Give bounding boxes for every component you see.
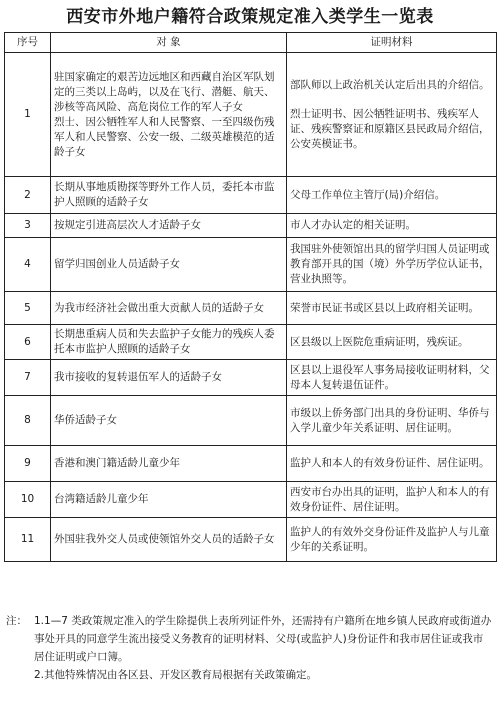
materials-text: 部队师以上政治机关认定后出具的介绍信。	[290, 78, 490, 91]
row-target	[51, 396, 287, 446]
materials-text: 我国驻外使领馆出具的留学归国人员证明或教育部开具的国（境）外学历学位认证书，营业执照等。	[290, 243, 490, 285]
target-text: 留学归国创业人员适龄子女	[54, 258, 180, 270]
row-number: 4	[5, 238, 51, 292]
row-target	[51, 238, 287, 292]
materials-text: 市人才办认定的相关证明。	[290, 219, 416, 231]
note-item-2: 2.其他特殊情况由各区县、开发区教育局根据有关政策确定。	[34, 669, 318, 681]
document-title: 西安市外地户籍符合政策规定准入类学生一览表	[66, 7, 434, 27]
materials-text: 区县以上退役军人事务局接收证明材料，父母本人复转退伍证件。	[290, 363, 490, 391]
row-materials	[287, 446, 497, 482]
row-materials	[287, 396, 497, 446]
target-text: 按规定引进高层次人才适龄子女	[54, 219, 201, 231]
row-number: 5	[5, 292, 51, 325]
row-materials	[287, 238, 497, 292]
row-target	[51, 518, 287, 562]
table-row	[5, 360, 497, 396]
note-item-1: 1.1—7 类政策规定准入的学生除提供上表所列证件外，还需持有户籍所在地乡镇人民政府或街道办事处开具的同意学生流出接受义务教育的证明材料、父母(或监护人)身份证件和我市居住证或我市居住证明或户口簿。	[34, 615, 492, 663]
row-number: 8	[5, 396, 51, 446]
row-number: 11	[5, 518, 51, 562]
table-row	[5, 482, 497, 518]
row-materials	[287, 292, 497, 325]
target-text: 香港和澳门籍适龄儿童少年	[54, 457, 180, 469]
header-target: 对 象	[51, 33, 287, 53]
row-number: 6	[5, 325, 51, 360]
table-row	[5, 446, 497, 482]
row-target	[51, 446, 287, 482]
row-materials	[287, 53, 497, 177]
row-number: 9	[5, 446, 51, 482]
materials-text: 西安市台办出具的证明，监护人和本人的有效身份证件、居住证明。	[290, 485, 490, 513]
target-text: 烈士、因公牺牲军人和人民警察、一至四级伤残军人和人民警察、公安一级、二级英雄模范的适龄子女	[54, 115, 275, 158]
target-text: 台湾籍适龄儿童少年	[54, 493, 149, 505]
notes-label: 注：	[6, 615, 27, 627]
row-number: 3	[5, 214, 51, 238]
materials-text: 区县级以上医院危重病证明，残疾证。	[290, 335, 469, 348]
row-target	[51, 325, 287, 360]
target-text: 华侨适龄子女	[54, 414, 117, 426]
target-text: 为我市经济社会做出重大贡献人员的适龄子女	[54, 301, 264, 314]
table-row	[5, 53, 497, 177]
materials-text: 监护人和本人的有效身份证件、居住证明。	[290, 457, 490, 469]
target-text: 长期从事地质勘探等野外工作人员，委托本市监护人照顾的适龄子女	[54, 181, 275, 208]
table-row	[5, 396, 497, 446]
row-target	[51, 177, 287, 214]
target-text: 外国驻我外交人员或使领馆外交人员的适龄子女	[54, 533, 275, 545]
row-materials	[287, 360, 497, 396]
row-number: 10	[5, 482, 51, 518]
table-row	[5, 238, 497, 292]
row-target	[51, 53, 287, 177]
row-number: 1	[5, 53, 51, 177]
materials-text: 市级以上侨务部门出具的身份证明、华侨与入学儿童少年关系证明、居住证明。	[290, 406, 490, 434]
row-number: 2	[5, 177, 51, 214]
row-materials	[287, 325, 497, 360]
table-row	[5, 518, 497, 562]
row-materials	[287, 482, 497, 518]
materials-text: 荣誉市民证书或区县以上政府相关证明。	[290, 301, 479, 314]
materials-text: 父母工作单位主管厅(局)介绍信。	[290, 188, 446, 201]
table-header-row	[5, 33, 497, 53]
row-number: 7	[5, 360, 51, 396]
header-materials: 证明材料	[287, 33, 497, 53]
row-materials	[287, 177, 497, 214]
row-target	[51, 360, 287, 396]
target-text: 我市接收的复转退伍军人的适龄子女	[54, 371, 222, 383]
table-row	[5, 177, 497, 214]
target-text: 长期患重病人员和失去监护子女能力的残疾人委托本市监护人照顾的适龄子女	[54, 328, 275, 355]
footnotes	[6, 612, 492, 684]
row-target	[51, 292, 287, 325]
materials-text: 监护人的有效外交身份证件及监护人与儿童少年的关系证明。	[290, 525, 490, 553]
table-row	[5, 325, 497, 360]
policy-table	[4, 32, 497, 562]
row-materials	[287, 518, 497, 562]
table-row	[5, 214, 497, 238]
row-target	[51, 482, 287, 518]
table-row	[5, 292, 497, 325]
target-text: 驻国家确定的艰苦边远地区和西藏自治区军队划定的三类以上岛屿，以及在飞行、潜艇、航天、涉核等高风险、高危岗位工作的军人子女	[54, 70, 275, 113]
header-number: 序号	[5, 33, 51, 53]
row-materials	[287, 214, 497, 238]
materials-text: 烈士证明书、因公牺牲证明书、残疾军人证、残疾警察证和原籍区县民政局介绍信，公安英模证书。	[290, 107, 490, 150]
row-target	[51, 214, 287, 238]
